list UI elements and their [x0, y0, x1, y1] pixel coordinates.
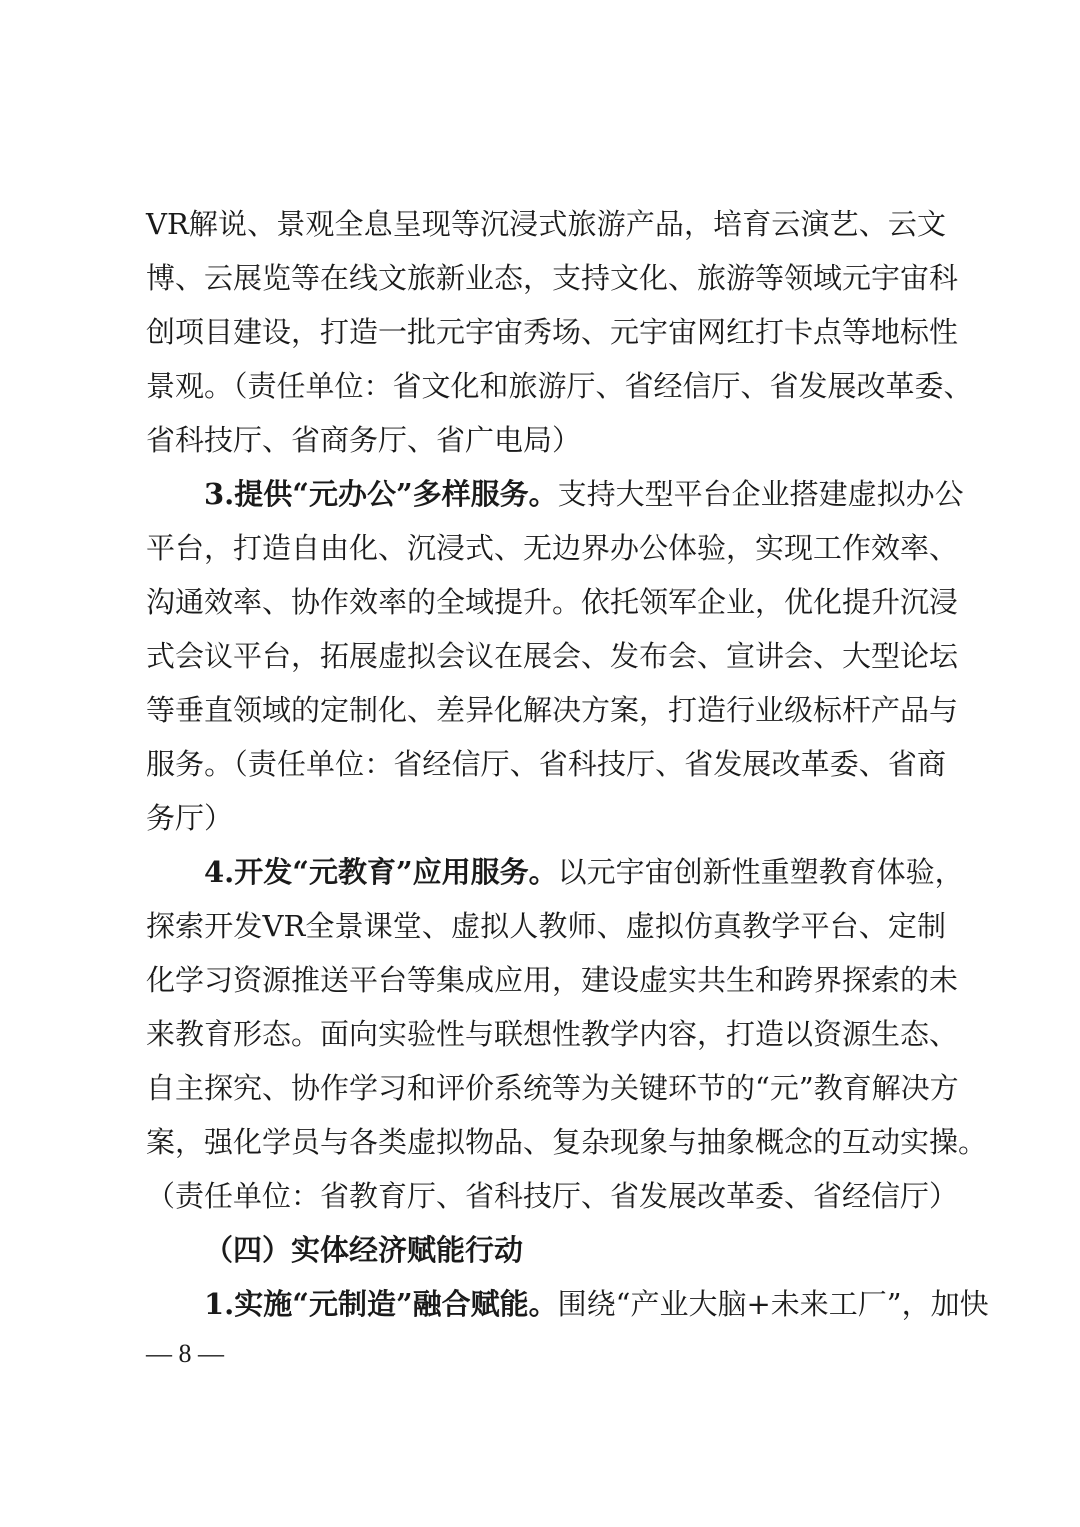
text-line: 化学习资源推送平台等集成应用，建设虚实共生和跨界探索的未: [146, 963, 959, 997]
text-line: 创项目建设，打造一批元宇宙秀场、元宇宙网红打卡点等地标性: [146, 315, 959, 349]
text-line: 平台，打造自由化、沉浸式、无边界办公体验，实现工作效率、: [146, 531, 959, 565]
text-line: 沟通效率、协作效率的全域提升。依托领军企业，优化提升沉浸: [146, 585, 959, 619]
text-line: （责任单位：省教育厅、省科技厅、省发展改革委、省经信厅）: [146, 1179, 959, 1213]
text-line: 务厅）: [146, 801, 234, 835]
text-line: VR解说、景观全息呈现等沉浸式旅游产品，培育云演艺、云文: [146, 207, 946, 241]
text-line: 3.提供“元办公”多样服务。支持大型平台企业搭建虚拟办公: [204, 477, 964, 511]
text-line: 4.开发“元教育”应用服务。以元宇宙创新性重塑教育体验，: [204, 855, 964, 889]
text-line: 等垂直领域的定制化、差异化解决方案，打造行业级标杆产品与: [146, 693, 959, 727]
text-line: 自主探究、协作学习和评价系统等为关键环节的“元”教育解决方: [146, 1071, 959, 1105]
text-line: 1.实施“元制造”融合赋能。围绕“产业大脑+未来工厂”，加快: [204, 1287, 989, 1321]
text-line: 景观。（责任单位：省文化和旅游厅、省经信厅、省发展改革委、: [146, 369, 973, 403]
text-line: 博、云展览等在线文旅新业态，支持文化、旅游等领域元宇宙科: [146, 261, 959, 295]
page-number: — 8 —: [146, 1339, 224, 1368]
text-line: 探索开发VR全景课堂、虚拟人教师、虚拟仿真教学平台、定制: [146, 909, 946, 943]
text-line: 式会议平台，拓展虚拟会议在展会、发布会、宣讲会、大型论坛: [146, 639, 959, 673]
text-line: 服务。（责任单位：省经信厅、省科技厅、省发展改革委、省商: [146, 747, 946, 781]
text-line: 来教育形态。面向实验性与联想性教学内容，打造以资源生态、: [146, 1017, 959, 1051]
text-line: 案，强化学员与各类虚拟物品、复杂现象与抽象概念的互动实操。: [146, 1125, 988, 1159]
item-heading: 1.实施“元制造”融合赋能。: [204, 1287, 558, 1321]
section-heading: （四）实体经济赋能行动: [204, 1233, 524, 1267]
item-heading: 3.提供“元办公”多样服务。: [204, 477, 558, 511]
text-line: 省科技厅、省商务厅、省广电局）: [146, 423, 582, 457]
item-heading: 4.开发“元教育”应用服务。: [204, 855, 558, 889]
